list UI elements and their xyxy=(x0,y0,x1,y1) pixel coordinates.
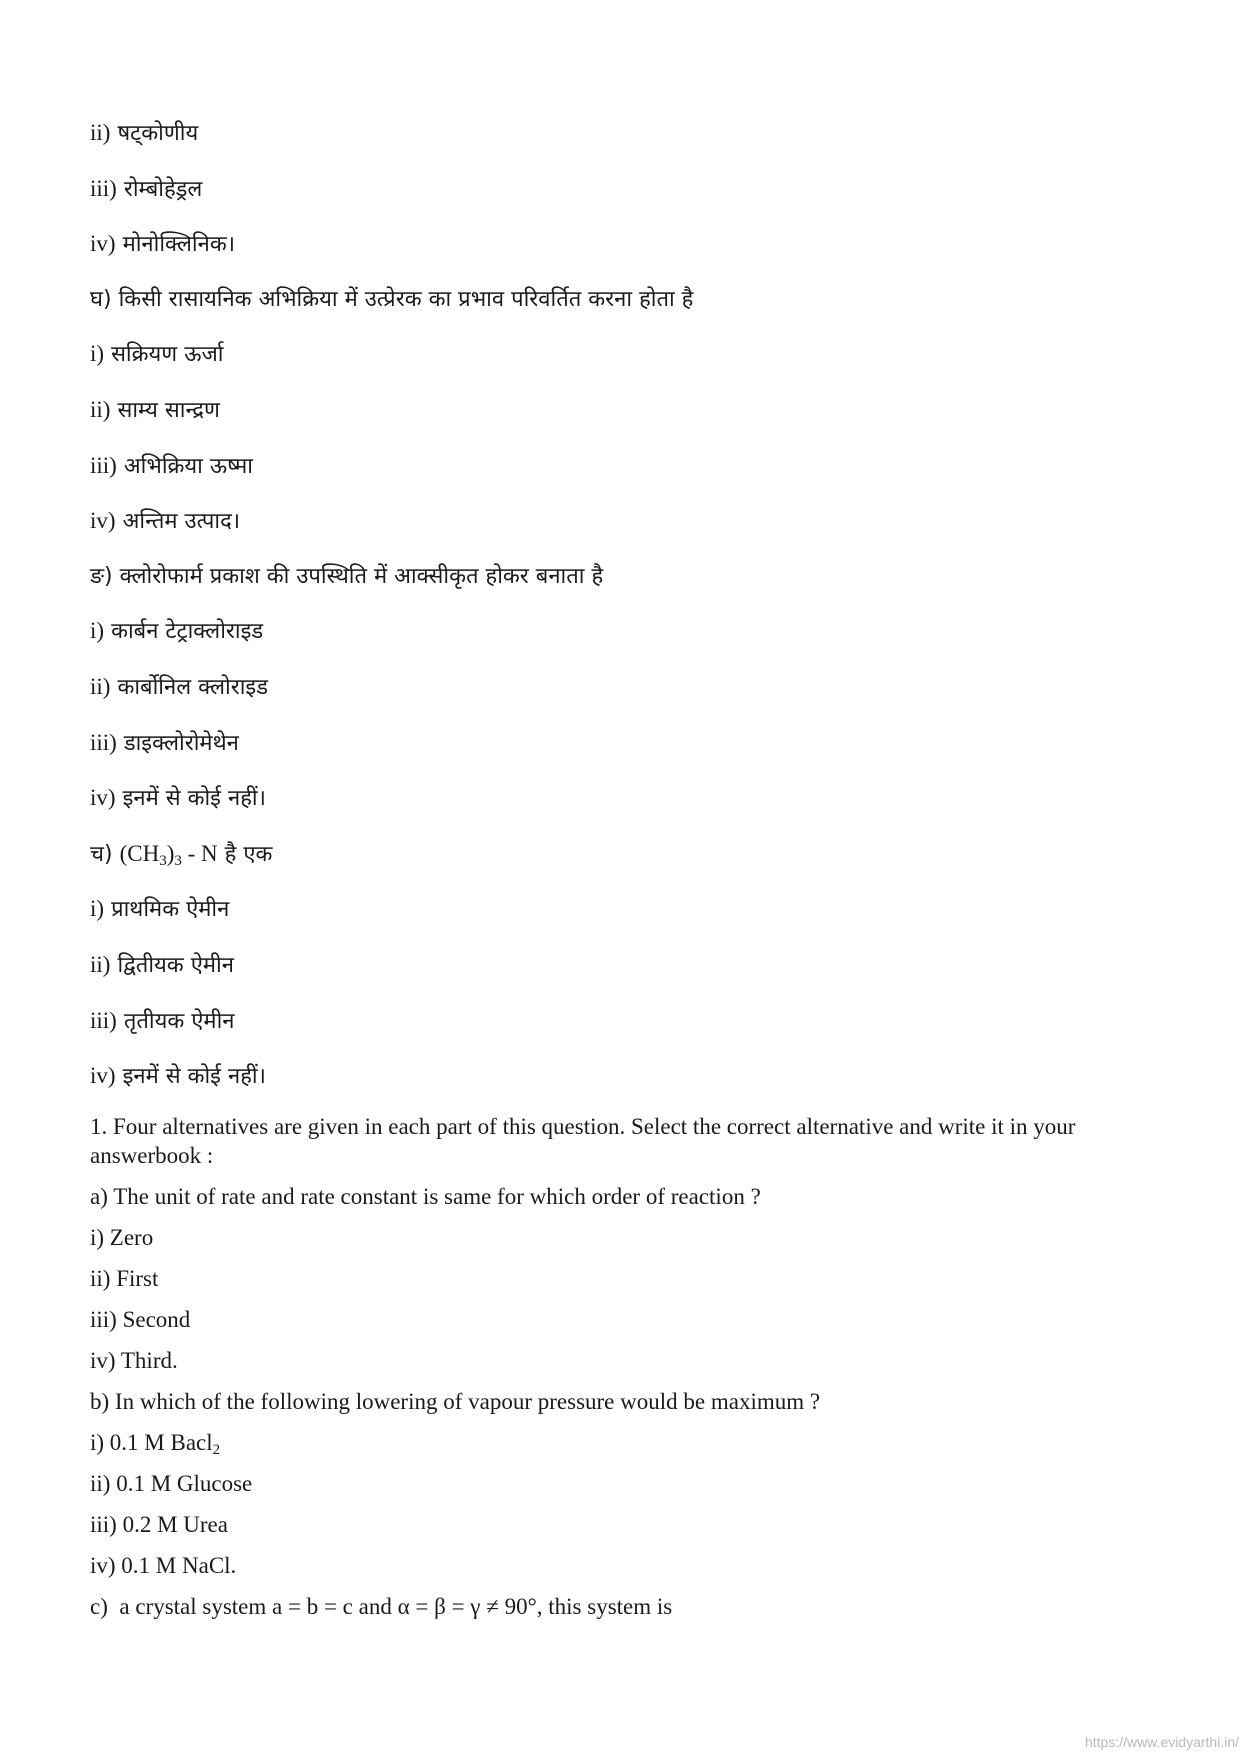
list-item: iv) इनमें से कोई नहीं। xyxy=(90,785,266,812)
list-item: iv) 0.1 M NaCl. xyxy=(90,1553,237,1579)
list-item: iii) 0.2 M Urea xyxy=(90,1512,228,1538)
english-instruction: 1. Four alternatives are given in each part of this question. Select the correct alternative and write it in your answerbook : xyxy=(90,1114,1076,1169)
question-c: c) a crystal system a = b = c and α = β = γ ≠ 90°, this system is xyxy=(90,1594,673,1620)
list-item: iii) तृतीयक ऐमीन xyxy=(90,1007,235,1034)
list-item: ii) साम्य सान्द्रण xyxy=(90,396,220,423)
list-item: i) कार्बन टेट्राक्लोराइड xyxy=(90,618,264,645)
list-item: iv) मोनोक्लिनिक। xyxy=(90,231,236,258)
list-item: i) 0.1 M Bacl$_2$ xyxy=(90,1430,221,1459)
chemical-formula: $(CH_3)_3$ - N xyxy=(119,840,218,869)
list-item: iii) Second xyxy=(90,1307,191,1333)
list-item: ii) द्वितीयक ऐमीन xyxy=(90,951,234,978)
list-item: iv) इनमें से कोई नहीं। xyxy=(90,1063,266,1090)
list-item: ii) कार्बोनिल क्लोराइड xyxy=(90,673,268,700)
footer-url: https://www.evidyarthi.in/ xyxy=(1084,1734,1239,1750)
list-item: iii) रोम्बोहेड्रल xyxy=(90,175,203,202)
list-item: ii) षट्कोणीय xyxy=(90,120,199,146)
question-cha: च) $(CH_3)_3$ - N है एक xyxy=(90,840,273,869)
list-item: i) Zero xyxy=(90,1225,154,1251)
list-item: iv) Third. xyxy=(90,1348,178,1374)
list-item: iv) अन्तिम उत्पाद। xyxy=(90,508,241,535)
list-item: i) सक्रियण ऊर्जा xyxy=(90,341,224,368)
list-item: ii) 0.1 M Glucose xyxy=(90,1471,253,1497)
list-item: iii) डाइक्लोरोमेथेन xyxy=(90,729,239,756)
question-a: a) The unit of rate and rate constant is same for which order of reaction ? xyxy=(90,1184,761,1210)
question-gha: घ) किसी रासायनिक अभिक्रिया में उत्प्रेरक का प्रभाव परिवर्तित करना होता है xyxy=(90,286,694,312)
question-page xyxy=(90,118,1140,1634)
list-item: ii) First xyxy=(90,1266,159,1292)
list-item: iii) अभिक्रिया ऊष्मा xyxy=(90,452,253,479)
question-b: b) In which of the following lowering of vapour pressure would be maximum ? xyxy=(90,1389,821,1415)
list-item: i) प्राथमिक ऐमीन xyxy=(90,896,230,923)
question-nga: ङ) क्लोरोफार्म प्रकाश की उपस्थिति में आक्सीकृत होकर बनाता है xyxy=(90,563,604,589)
